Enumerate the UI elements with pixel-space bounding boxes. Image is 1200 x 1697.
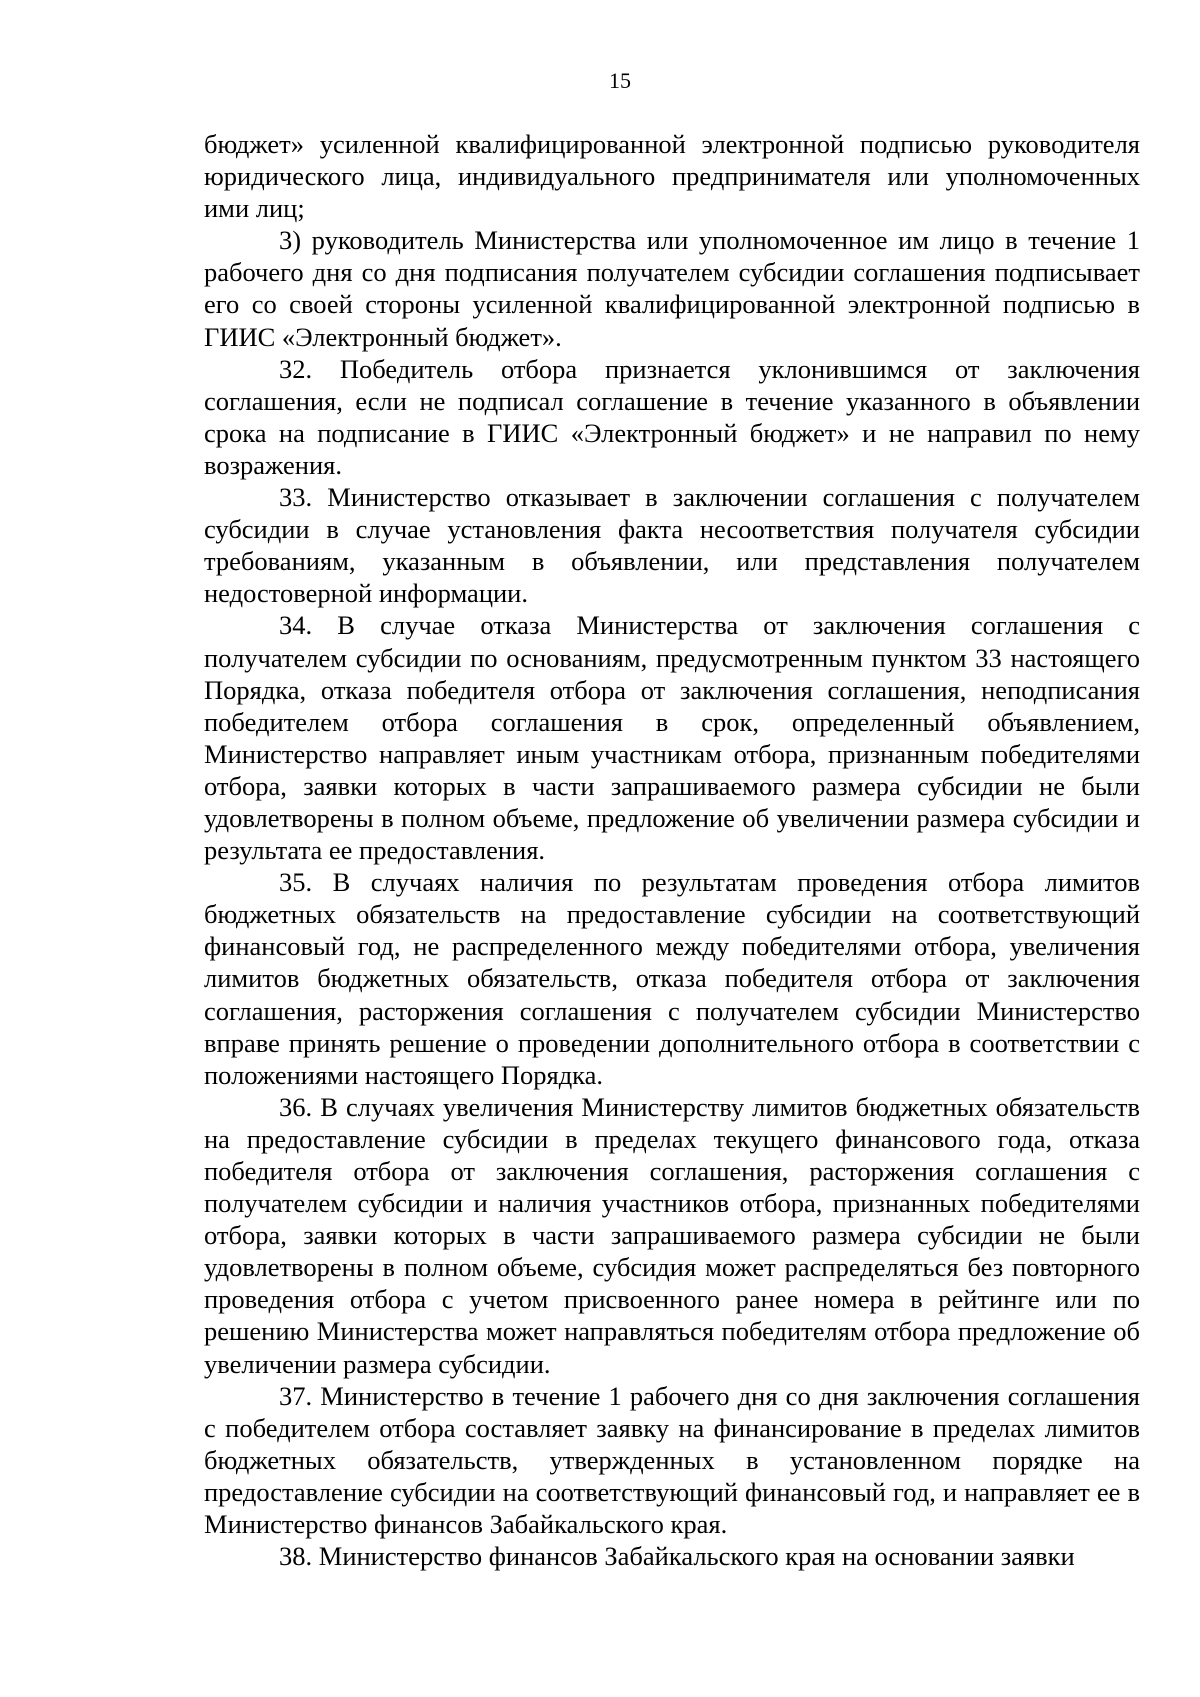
paragraph-continuation: бюджет» усиленной квалифицированной электронной подписью руководителя юридического лица, индивидуального предпринимателя или уполномоченных ими лиц;: [204, 129, 1140, 224]
paragraph-34: 34. В случае отказа Министерства от заключения соглашения с получателем субсидии по основаниям, предусмотренным пунктом 33 настоящего Порядка, отказа победителя отбора от заключения соглашения, неподписания победителем отбора соглашения в срок, определенный объявлением, Министерство направляет иным участникам отбора, признанным победителями отбора, заявки которых в части запрашиваемого размера субсидии не были удовлетворены в полном объеме, предложение об увеличении размера субсидии и результата ее предоставления.: [204, 610, 1140, 866]
paragraph-36: 36. В случаях увеличения Министерству лимитов бюджетных обязательств на предоставление субсидии в пределах текущего финансового года, отказа победителя отбора от заключения соглашения, расторжения соглашения с получателем субсидии и наличия участников отбора, признанных победителями отбора, заявки которых в части запрашиваемого размера субсидии не были удовлетворены в полном объеме, субсидия может распределяться без повторного проведения отбора с учетом присвоенного ранее номера в рейтинге или по решению Министерства может направляться победителям отбора предложение об увеличении размера субсидии.: [204, 1091, 1140, 1379]
paragraph-38: 38. Министерство финансов Забайкальского края на основании заявки: [279, 1541, 1075, 1572]
document-body: [204, 128, 1140, 1572]
paragraph-32: 32. Победитель отбора признается уклонившимся от заключения соглашения, если не подписал соглашение в течение указанного в объявлении срока на подписание в ГИИС «Электронный бюджет» и не направил по нему возражения.: [204, 353, 1140, 480]
paragraph-item-3: 3) руководитель Министерства или уполномоченное им лицо в течение 1 рабочего дня со дня подписания получателем субсидии соглашения подписывает его со своей стороны усиленной квалифицированной электронной подписью в ГИИС «Электронный бюджет».: [204, 225, 1140, 352]
paragraph-35: 35. В случаях наличия по результатам проведения отбора лимитов бюджетных обязательств на предоставление субсидии на соответствующий финансовый год, не распределенного между победителями отбора, увеличения лимитов бюджетных обязательств, отказа победителя отбора от заключения соглашения, расторжения соглашения с получателем субсидии Министерство вправе принять решение о проведении дополнительного отбора в соответствии с положениями настоящего Порядка.: [204, 867, 1140, 1090]
page-number: 15: [609, 68, 631, 93]
paragraph-33: 33. Министерство отказывает в заключении соглашения с получателем субсидии в случае установления факта несоответствия получателя субсидии требованиям, указанным в объявлении, или представления получателем недостоверной информации.: [204, 482, 1140, 609]
paragraph-37: 37. Министерство в течение 1 рабочего дня со дня заключения соглашения с победителем отбора составляет заявку на финансирование в пределах лимитов бюджетных обязательств, утвержденных в установленном порядке на предоставление субсидии на соответствующий финансовый год, и направляет ее в Министерство финансов Забайкальского края.: [204, 1380, 1140, 1540]
